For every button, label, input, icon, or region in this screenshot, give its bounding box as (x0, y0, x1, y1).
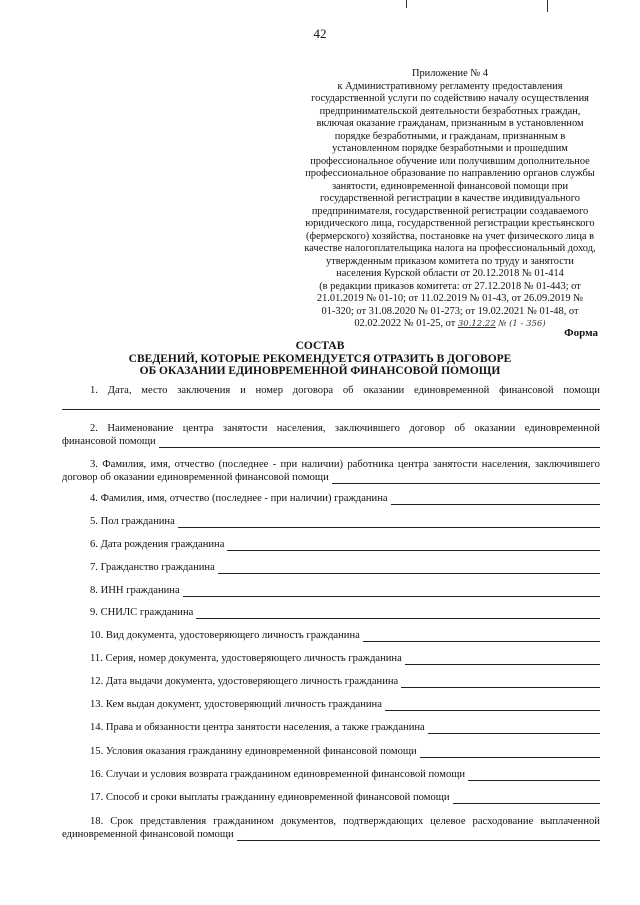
item-word: при (280, 459, 298, 470)
item-word: гражданином (213, 816, 274, 827)
appendix-line: профессиональное обучение или получившим дополнительное (310, 155, 590, 167)
item-word: целевое (430, 816, 466, 827)
item-word: Срок (110, 816, 134, 827)
form-item-15 (62, 745, 600, 758)
form-item-12 (62, 675, 600, 688)
item-blank[interactable] (405, 653, 600, 665)
appendix-line: занятости, единовременной финансовой помощи при (331, 180, 569, 192)
form-item-8 (62, 584, 600, 597)
item-blank[interactable] (385, 699, 600, 711)
appendix-header (290, 68, 610, 331)
item-word: центра (182, 423, 214, 434)
item-blank[interactable] (196, 607, 600, 619)
item-label: 7. Гражданство гражданина (90, 562, 215, 573)
item-blank[interactable] (391, 493, 600, 505)
item-label: 4. Фамилия, имя, отчество (последнее - при наличии) гражданина (90, 493, 388, 504)
item-line2: финансовой помощи (62, 435, 600, 448)
form-item-13 (62, 698, 600, 711)
item-blank[interactable] (159, 436, 600, 448)
item-word: населения, (276, 423, 326, 434)
item-word: 3. (90, 459, 98, 470)
appendix-line: включая оказание гражданам, признанным в установленном (316, 118, 584, 129)
item-word: Фамилия, (102, 459, 147, 470)
form-item-10 (62, 629, 600, 642)
appendix-line: порядке безработными, и гражданам, признанным в (334, 130, 566, 142)
item-label: 17. Способ и сроки выплаты гражданину единовременной финансовой помощи (90, 792, 450, 803)
appendix-last-text: 02.02.2022 № 01-25, от (354, 318, 456, 329)
item-word: помощи (563, 385, 600, 396)
item-label: 13. Кем выдан документ, удостоверяющий личность гражданина (90, 699, 382, 710)
item-word: 18. (90, 816, 104, 827)
appendix-line: государственной услуги по содействию началу осуществления (311, 93, 589, 104)
forma-label: Форма (564, 327, 598, 339)
appendix-line: 21.01.2019 № 01-10; от 11.02.2019 № 01-43, от 26.09.2019 № (316, 293, 584, 304)
item-word: представления (140, 816, 207, 827)
item-word: документов, (280, 816, 337, 827)
form-item-6 (62, 538, 600, 551)
item-line2: единовременной финансовой помощи (62, 828, 600, 841)
appendix-line: установленном порядке безработными и прошедшим (332, 143, 568, 154)
appendix-line: (фермерского) хозяйства, постановке на учет физического лица в (305, 230, 595, 242)
item-label (62, 815, 600, 828)
item-blank[interactable] (227, 539, 600, 551)
scan-mark (406, 0, 407, 8)
item-word: заключившего (334, 423, 400, 434)
appendix-line: утвержденным приказом комитета по труду и занятости (326, 255, 574, 267)
form-item-1 (62, 384, 600, 410)
form-item-5 (62, 515, 600, 528)
item-label: 11. Серия, номер документа, удостоверяющего личность гражданина (90, 653, 402, 664)
item-label (62, 422, 600, 435)
form-item-2 (62, 422, 600, 448)
item-word: оказании (474, 423, 516, 434)
appendix-line-last (290, 318, 610, 331)
item-label: 12. Дата выдачи документа, удостоверяющего личность гражданина (90, 676, 399, 687)
item-word: 2. (90, 423, 98, 434)
item-blank[interactable] (62, 397, 600, 410)
item-word: финансовой (499, 385, 554, 396)
item-word: имя, (150, 459, 171, 470)
item-label: 8. ИНН гражданина (90, 585, 180, 596)
item-word: 1. (90, 385, 98, 396)
handwritten-date: 30.12.22 (457, 319, 496, 329)
appendix-line: качестве налогоплательщика налога на профессиональный доход, (304, 243, 596, 254)
appendix-line: Приложение № 4 (411, 68, 489, 79)
item-word: населения, (481, 459, 531, 470)
appendix-line: государственной регистрации в качестве индивидуального (320, 193, 580, 204)
item-word: единовременной (414, 385, 490, 396)
item-word: место (141, 385, 168, 396)
item-word: оказании (363, 385, 405, 396)
form-item-14 (62, 721, 600, 734)
appendix-line: предпринимательской деятельности безработных граждан, (319, 105, 581, 117)
item-blank[interactable] (332, 472, 600, 484)
item-word: договора (292, 385, 334, 396)
item-blank[interactable] (183, 585, 600, 597)
item-word: об (342, 385, 354, 396)
item-label: 5. Пол гражданина (90, 516, 175, 527)
item-word: номер (255, 385, 284, 396)
item-label (62, 458, 600, 471)
title-line: СВЕДЕНИЙ, КОТОРЫЕ РЕКОМЕНДУЕТСЯ ОТРАЗИТЬ В ДОГОВОРЕ (128, 352, 512, 365)
item-word: (последнее (218, 459, 269, 470)
form-item-7 (62, 561, 600, 574)
title-line: ОБ ОКАЗАНИИ ЕДИНОВРЕМЕННОЙ ФИНАНСОВОЙ ПОМОЩИ (139, 365, 501, 377)
item-blank[interactable] (237, 829, 600, 841)
item-line2: договор об оказании единовременной финансовой помощи (62, 471, 600, 484)
scan-mark (547, 0, 548, 12)
form-item-18 (62, 815, 600, 841)
item-label: 9. СНИЛС гражданина (90, 607, 194, 618)
appendix-line: к Административному регламенту предоставления (337, 80, 563, 92)
appendix-line: (в редакции приказов комитета: от 27.12.2018 № 01-443; от (319, 280, 581, 292)
item-word: договор (409, 423, 445, 434)
form-item-16 (62, 768, 600, 781)
document-title (0, 340, 640, 378)
item-word: занятости (432, 459, 478, 470)
item-label: 14. Права и обязанности центра занятости населения, а также гражданина (90, 722, 425, 733)
item-word: - (272, 459, 277, 470)
item-word: Дата, (107, 385, 132, 396)
item-word: центра (397, 459, 429, 470)
item-word: выплаченной (540, 816, 600, 827)
appendix-line: населения Курской области от 20.12.2018 № 01-414 (336, 268, 564, 279)
appendix-line: профессиональное образование по направлению органов службы (305, 168, 595, 179)
item-word: отчество (174, 459, 215, 470)
form-item-11 (62, 652, 600, 665)
item-blank[interactable] (420, 746, 600, 758)
item-label: 10. Вид документа, удостоверяющего личность гражданина (90, 630, 360, 641)
item-word: об (454, 423, 465, 434)
item-label: 6. Дата рождения гражданина (90, 539, 225, 550)
item-label (62, 384, 600, 397)
handwritten-number: № (1 - 356) (498, 319, 546, 329)
appendix-line: юридического лица, государственной регистрации крестьянского (305, 218, 595, 229)
item-word: Наименование (107, 423, 174, 434)
item-label: 15. Условия оказания гражданину единовременной финансовой помощи (90, 746, 417, 757)
item-blank[interactable] (178, 516, 600, 528)
item-word: наличии) (301, 459, 344, 470)
page-number: 42 (313, 26, 327, 41)
item-word: единовременной (524, 423, 600, 434)
item-blank[interactable] (468, 769, 600, 781)
form-item-3 (62, 458, 600, 484)
item-word: занятости (222, 423, 268, 434)
form-item-4 (62, 492, 600, 505)
item-blank[interactable] (453, 792, 600, 804)
item-blank[interactable] (218, 562, 600, 574)
item-label: 16. Случаи и условия возврата гражданином единовременной финансовой помощи (90, 769, 466, 780)
form-item-17 (62, 791, 600, 804)
item-blank[interactable] (401, 676, 600, 688)
item-blank[interactable] (363, 630, 600, 642)
item-word: подтверждающих (343, 816, 424, 827)
item-word: и (240, 385, 246, 396)
appendix-line: 01-320; от 31.08.2020 № 01-273; от 19.02.2021 № 01-48, от (321, 305, 579, 317)
form-item-9 (62, 606, 600, 619)
appendix-line: предпринимателя, государственной регистрации создаваемого (311, 205, 589, 217)
item-word: заключения (177, 385, 231, 396)
item-word: работника (347, 459, 394, 470)
item-word: заключившего (534, 459, 600, 470)
item-blank[interactable] (428, 722, 600, 734)
item-word: расходование (472, 816, 534, 827)
title-line: СОСТАВ (295, 340, 345, 352)
